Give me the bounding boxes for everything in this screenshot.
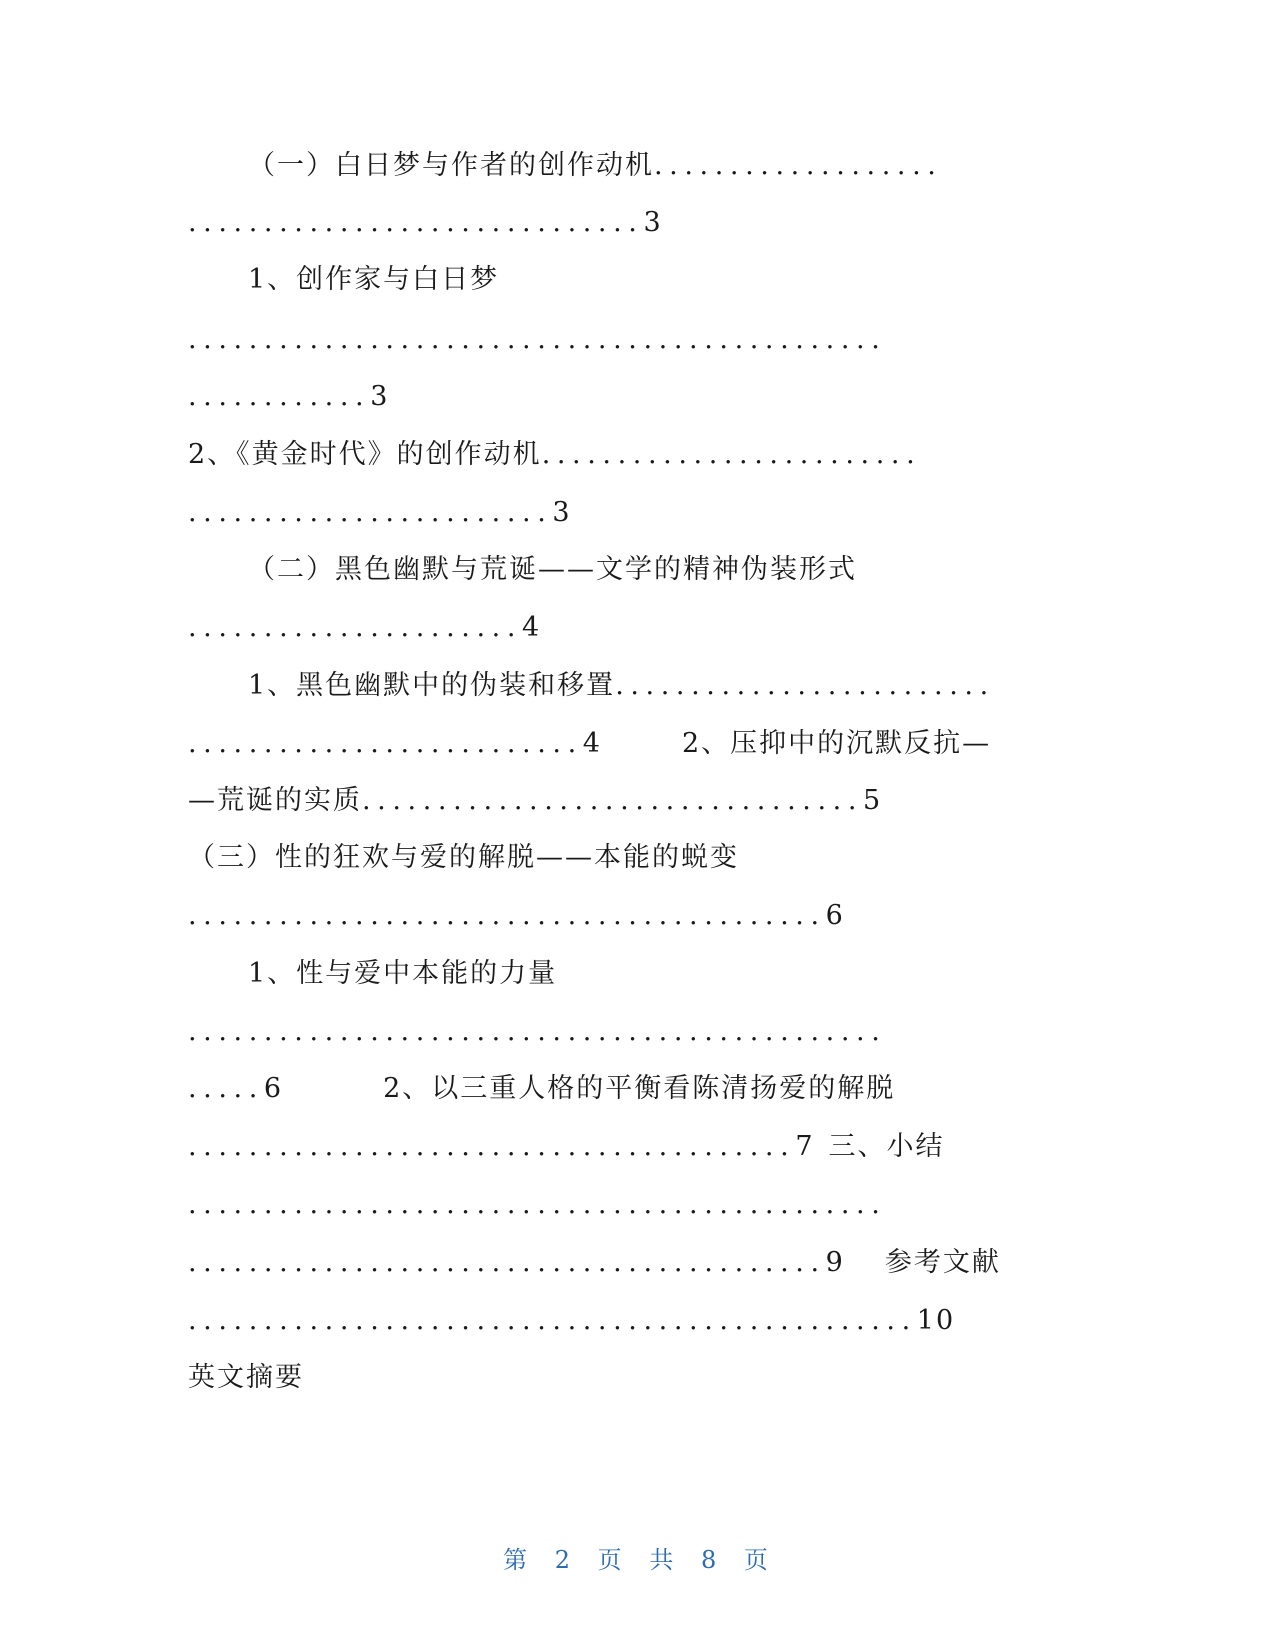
toc-leader-dots: ........................................ [188, 1131, 796, 1162]
toc-page-number: 7 [795, 1131, 815, 1162]
toc-entry-continuation [188, 1012, 1076, 1052]
toc-page-number: 6 [263, 1073, 284, 1104]
toc-leader-dots: .......................................... [188, 900, 826, 931]
toc-page-number: 3 [370, 381, 390, 412]
toc-entry-section-1 [248, 146, 1076, 186]
toc-entry-continuation [188, 896, 1076, 936]
toc-entry-continuation [188, 320, 1076, 360]
toc-leader-dots: ......................... [541, 439, 922, 470]
toc-entry-continuation [188, 1127, 1076, 1167]
toc-entry-subsection [188, 435, 1076, 475]
toc-entry-section-3 [188, 838, 1076, 878]
toc-entry-continuation [188, 608, 1076, 648]
toc-entry-title: 参考文献 [884, 1247, 1001, 1278]
toc-entry-title: 2、《黄金时代》的创作动机 [188, 439, 542, 470]
toc-leader-dots: .......................... [188, 728, 583, 759]
toc-entry-title: 1、创作家与白日梦 [248, 264, 500, 295]
toc-page-number: 5 [863, 785, 883, 816]
toc-page-number: 4 [522, 612, 542, 643]
toc-leader-dots: ..... [188, 1073, 264, 1104]
footer-label: 页 [743, 1546, 772, 1574]
toc-page-number: 6 [825, 900, 845, 931]
toc-entry-subsection [188, 781, 1076, 821]
toc-leader-dots: ................................. [362, 785, 864, 816]
footer-current-page: 2 [554, 1546, 575, 1574]
toc-entry-title: （三）性的狂欢与爱的解脱——本能的蜕变 [188, 842, 739, 873]
toc-leader-dots: .............................................. [188, 1016, 887, 1047]
toc-leader-dots: ...................... [188, 612, 523, 643]
toc-entry-continuation [188, 493, 1076, 533]
footer-label: 共 [649, 1546, 678, 1574]
toc-entry-subsection [248, 260, 1076, 300]
toc-entry-title: 三、小结 [828, 1131, 945, 1162]
toc-leader-dots: ................... [654, 150, 943, 181]
toc-page-number: 9 [825, 1247, 845, 1278]
toc-entry-continuation [188, 1243, 1076, 1283]
footer-label: 页 [597, 1546, 626, 1574]
footer-label: 第 [503, 1546, 532, 1574]
toc-entry-continuation [188, 724, 1076, 764]
toc-leader-dots: ........................ [188, 497, 553, 528]
toc-leader-dots: .............................................. [188, 1189, 887, 1220]
toc-leader-dots: ......................... [615, 670, 995, 701]
toc-entry-title: （二）黑色幽默与荒诞——文学的精神伪装形式 [248, 554, 857, 585]
toc-entry-continuation [188, 377, 1076, 417]
toc-page-number: 3 [643, 207, 663, 238]
toc-entry-title: 2、以三重人格的平衡看陈清扬爱的解脱 [383, 1073, 896, 1104]
toc-entry-section-2 [248, 550, 1076, 590]
toc-entry-title: —荒诞的实质 [188, 785, 362, 816]
toc-page-number: 10 [916, 1305, 956, 1336]
toc-entry-continuation [188, 203, 1076, 243]
toc-leader-dots: .............................. [188, 207, 644, 238]
toc-leader-dots: ............ [188, 381, 371, 412]
toc-page-number: 3 [552, 497, 572, 528]
footer-total-pages: 8 [700, 1546, 721, 1574]
toc-entry-subsection [248, 954, 1076, 994]
toc-leader-dots: .............................................. [188, 324, 887, 355]
toc-entry-section [188, 1358, 1076, 1398]
toc-leader-dots: .......................................... [188, 1247, 826, 1278]
page-footer [0, 1540, 1275, 1575]
toc-entry-continuation [188, 1185, 1076, 1225]
toc-entry-subsection [248, 666, 1076, 706]
toc-entry-title: 1、性与爱中本能的力量 [248, 958, 558, 989]
toc-entry-title: 2、压抑中的沉默反抗— [681, 728, 992, 759]
toc-entry-title: 1、黑色幽默中的伪装和移置 [248, 670, 616, 701]
toc-page-number: 4 [582, 728, 602, 759]
toc-entry-title: （一）白日梦与作者的创作动机 [248, 150, 654, 181]
toc-entry-continuation [188, 1301, 1076, 1341]
toc-entry-title: 英文摘要 [188, 1362, 304, 1393]
toc-entry-continuation [188, 1069, 1076, 1109]
toc-leader-dots: ................................................ [188, 1305, 917, 1336]
